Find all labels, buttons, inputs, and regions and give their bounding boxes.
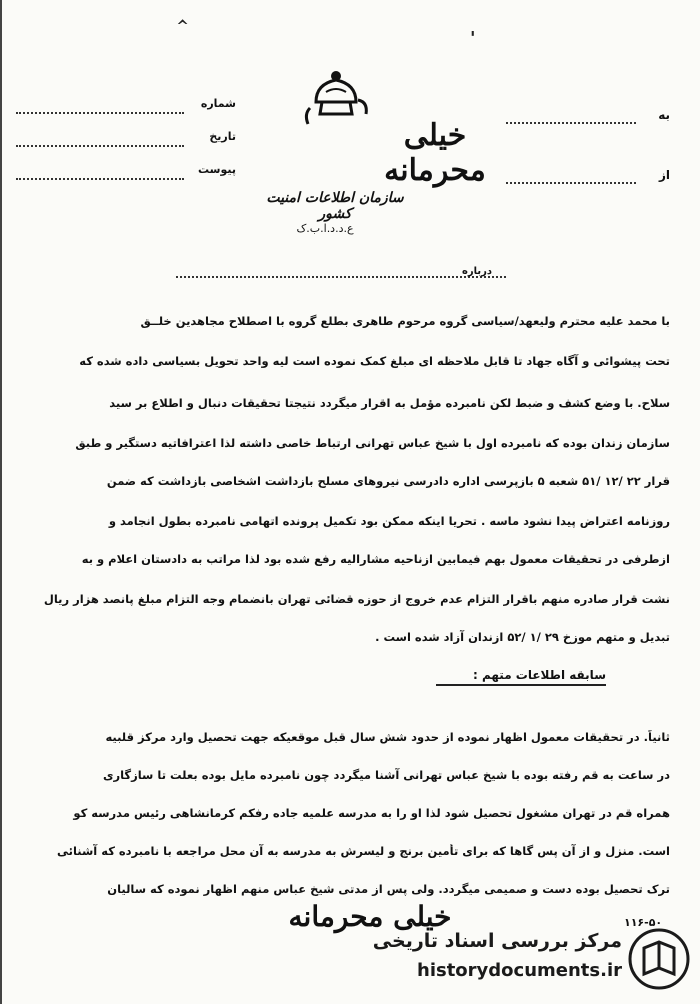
watermark xyxy=(372,924,694,994)
body-line: سازمان زندان بوده که نامبرده اول با شیخ عباس تهرانی ارتباط خاصی داشته لذا اعترافاتیه دستگیر و طبق xyxy=(75,436,670,450)
watermark-url: historydocuments.ir xyxy=(417,960,622,981)
attachment-label: پیوست xyxy=(198,163,236,176)
number-label: شماره xyxy=(200,97,236,110)
body-line: در ساعت به قم رفته بوده با شیخ عباس تهرانی آشنا میگردد چون نامبرده مایل بوده بعلت تا سازگاری xyxy=(102,768,670,782)
body-line: ترک تحصیل بوده دست و صمیمی میگردد. ولی پس از مدتی شیخ عباس منهم اظهار نموده که سالیان xyxy=(107,882,670,896)
body-line: همراه قم در تهران مشغول تحصیل شود لذا او را به مدرسه علمیه جاده رفکم کرمانشاهی رئیس مدرسه کو xyxy=(73,806,670,820)
meta-labels-right xyxy=(640,108,670,198)
body-line: با محمد علیه محترم ولیعهد/سیاسی گروه مرحوم طاهری بطلع گروه با اصطلاح مجاهدین خلــق xyxy=(140,314,670,328)
body-line: نشت قرار صادره منهم باقرار التزام عدم خروج از حوزه قضائی تهران بانضمام وجه التزام مبلغ پانصد هزار ریال xyxy=(43,592,670,606)
section-heading: سابقه اطلاعات متهم : xyxy=(436,668,606,686)
number-dotline xyxy=(16,112,184,114)
body-line: سلاح. با وضع کشف و ضبط لکن نامبرده مؤمل به اقرار میگردد نتیجتا تحقیقات دنبال و اطلاع بر سید xyxy=(109,396,670,410)
attachment-dotline xyxy=(16,178,184,180)
organization-name: سازمان اطلاعات امنیت کشور xyxy=(266,190,404,222)
organization-code: ع.د.د.ا.ب.ک xyxy=(296,222,354,235)
from-dotline xyxy=(506,182,636,184)
book-logo-icon xyxy=(628,928,690,990)
from-label: از xyxy=(658,168,670,182)
body-line: ازطرفی در تحقیقات معمول بهم فیمابین ازناحیه مشارالیه رفع شده بود لذا مراتب به دادستان اعلام و به xyxy=(81,552,670,566)
body-line: تحت پیشوائی و آگاه جهاد تا قابل ملاحظه ای مبلغ کمک نموده است لیه واحد تحویل بسیاسی داده شده که xyxy=(79,354,670,368)
body-line: قرار ۲۲ /۱۲ /۵۱ شعبه ۵ بازپرسی اداره دادرسی نیروهای مسلح بازداشت اشخاصی بازداشت که ضمن xyxy=(106,474,670,488)
date-dotline xyxy=(16,145,184,147)
to-label: به xyxy=(658,108,670,122)
meta-labels-left xyxy=(186,96,236,195)
date-label: تاریخ xyxy=(209,130,236,143)
to-dotline xyxy=(506,122,636,124)
handwritten-mark: ‸ xyxy=(176,4,190,25)
classification-header: خیلی محرمانه xyxy=(384,118,486,188)
document-code: ۱۱۶-۵۰ xyxy=(624,916,663,929)
handwritten-mark: ' xyxy=(470,28,476,49)
body-line: تبدیل و متهم موزخ ۲۹ /۱ /۵۲ ازندان آزاد شده است . xyxy=(375,630,670,644)
subject-label: درباره xyxy=(462,266,493,277)
subject-dotline xyxy=(176,276,506,278)
body-line: روزنامه اعتراض پیدا نشود ماسه . تحریا اینکه ممکن بود تکمیل پرونده اتهامی نامبرده بطول انجامد و xyxy=(108,514,670,528)
classification-footer: خیلی محرمانه xyxy=(288,900,452,933)
body-line: ثانیاً. در تحقیقات معمول اظهار نموده از حدود شش سال قبل موقعیکه جهت تحصیل وارد مرکز قلبیه xyxy=(105,730,670,744)
scan-edge xyxy=(0,0,2,1004)
body-line: است. منزل و از آن پس گاها که برای تأمین برنج و لیسرش به مدرسه به آن محل مراجعه با نامبرده که آشنائی xyxy=(57,844,670,858)
watermark-title: مرکز بررسی اسناد تاریخی xyxy=(372,930,622,952)
